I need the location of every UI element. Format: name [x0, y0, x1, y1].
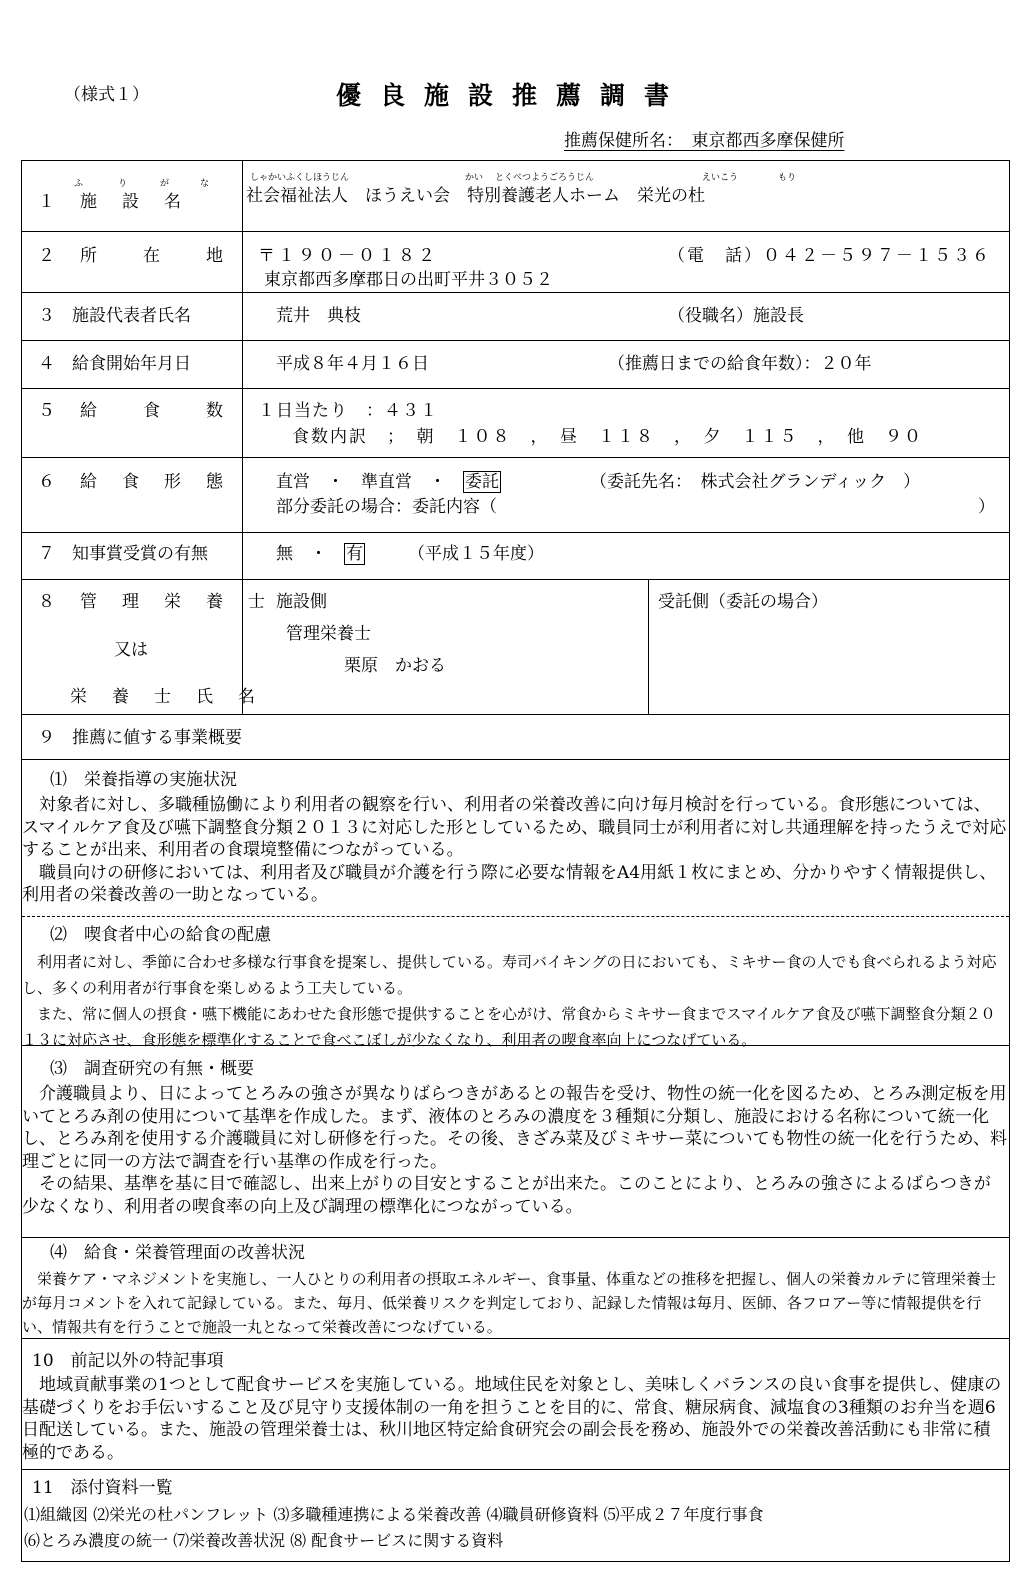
meal-start-date-value: 平成８年４月１６日 [276, 354, 429, 374]
attachments-line2: ⑹とろみ濃度の統一 ⑺栄養改善状況 ⑻ 配食サービスに関する資料 [24, 1531, 504, 1550]
row-divider [22, 340, 1009, 341]
business-summary-label: ９ 推薦に値する事業概要 [38, 728, 242, 748]
service-type-options [276, 471, 501, 493]
row8-column-divider [648, 579, 649, 714]
form-style-label: （様式１） [64, 85, 149, 105]
dietitian-label-line3: 栄 養 士 氏 名 [70, 687, 259, 707]
service-type-unselected: 直営 ・ 準直営 ・ [276, 472, 463, 492]
address-value: 東京都西多摩郡日の出町平井３０５２ [264, 270, 553, 290]
representative-name: 荒井 典枝 [276, 306, 361, 326]
governor-award-label: ７ 知事賞受賞の有無 [38, 544, 208, 564]
row-divider [22, 714, 1009, 715]
section-divider [22, 916, 1009, 917]
phone-number: （電 話）０４２－５９７－１５３６ [668, 246, 991, 266]
dietitian-label-line2: 又は [114, 640, 148, 660]
special-notes-label: 10 前記以外の特記事項 [32, 1351, 224, 1371]
row-divider [22, 231, 1009, 232]
award-yes-selected: 有 [346, 544, 363, 564]
meal-service-type-label: ６ 給 食 形 態 [38, 472, 227, 492]
facility-name-value: 社会福祉法人 ほうえい会 特別養護老人ホーム 栄光の杜 [246, 186, 705, 206]
meal-count-label: ５ 給 食 数 [38, 401, 227, 421]
representative-label: ３ 施設代表者氏名 [38, 306, 191, 326]
section4-body: 栄養ケア・マネジメントを実施し、一人ひとりの利用者の摂取エネルギー、食事量、体重などの推移を把握し、個人の栄養カルテに管理栄養士が毎月コメントを入れて記録している。また、毎月、低栄養リスクを判定しており、記録した情報は毎月、医師、各フロアー等に情報提供を行い、情報共有を行うことで施設一丸となって栄養改善につなげている。 [22, 1270, 996, 1336]
row-divider [22, 457, 1009, 458]
furigana-corporation: しゃかいふくしほうじん [250, 173, 350, 183]
meal-breakdown: 食数内訳 ； 朝 １０８ ， 昼 １１８ ， 夕 １１５ ， 他 ９０ [292, 427, 923, 447]
section3-title: ⑶ 調査研究の有無・概要 [50, 1059, 254, 1079]
furigana-nursing-home: とくべつようごろうじん [495, 173, 595, 183]
meal-service-years: （推薦日までの給食年数）：２０年 [608, 354, 872, 374]
section2-title: ⑵ 喫食者中心の給食の配慮 [50, 925, 271, 945]
dietitian-role: 管理栄養士 [286, 624, 371, 644]
label-column-divider [242, 161, 243, 714]
section1-body: 対象者に対し、多職種協働により利用者の観察を行い、利用者の栄養改善に向け毎月検討を行っている。食形態については、スマイルケア食及び嚥下調整食分類２０１３に対応した形としているため、職員同士が利用者に対し共通理解を持ったうえで対応することが出来、利用者の食環境整備につながっている。 職員向けの研修においては、利用者及び職員が介護を行う際に必要な情報をA4用紙１枚にまとめ、分かりやすく情報提供し、利用者の栄養改善の一助となっている。 [22, 795, 1007, 905]
row-divider [22, 579, 1009, 580]
furigana-fu: ふ [74, 179, 84, 189]
contractor-side-label: 受託側（委託の場合） [658, 592, 828, 612]
facility-side-label: 施設側 [276, 592, 327, 612]
facility-name-label: １ 施 設 名 [38, 192, 185, 212]
attachments-label: 11 添付資料一覧 [32, 1478, 173, 1498]
postal-code: 〒１９０－０１８２ [258, 246, 438, 266]
meals-per-day: １日当たり ：４３１ [258, 401, 438, 421]
recommendation-form [21, 160, 1010, 1562]
dietitian-name: 栗原 かおる [344, 656, 446, 676]
furigana-ga: が [160, 179, 170, 189]
section3-body: 介護職員より、日によってとろみの強さが異なりばらつきがあるとの報告を受け、物性の統一化を図るため、とろみ測定板を用いてとろみ剤の使用について基準を作成した。まず、液体のとろみの濃度を３種類に分類し、施設における名称について統一化し、とろみ剤を使用する介護職員に対し研修を行った。その後、きざみ菜及びミキサー菜についても物性の統一化を行うため、料理ごとに同一の方法で調査を行い基準の作成を行った。 その結果、基準を基に目で確認し、出来上がりの目安とすることが出来た。このことにより、とろみの強さによるばらつきが少なくなり、利用者の喫食率の向上及び調理の標準化につながっている。 [22, 1084, 1007, 1217]
partial-contract-label: 部分委託の場合：委託内容（ [276, 497, 497, 517]
representative-title: （役職名）施設長 [668, 306, 804, 326]
recommending-health-center: 推薦保健所名： 東京都西多摩保健所 [564, 131, 845, 151]
service-type-selected: 委託 [465, 472, 499, 492]
section2-body: 利用者に対し、季節に合わせ多様な行事食を提案し、提供している。寿司バイキングの日においても、ミキサー食の人でも食べられるよう対応し、多くの利用者が行事食を楽しめるよう工夫している。 また、常に個人の摂食・嚥下機能にあわせた食形態で提供することを心がけ、常食からミキサー食までスマイルケア食及び嚥下調整食分類２０１３に対応させ、食形態を標準化することで食べこぼしが少なくなり、利用者の喫食率向上につなげている。 [22, 953, 997, 1049]
furigana-ri: り [118, 179, 128, 189]
governor-award-options [276, 543, 365, 565]
contractor-name: （委託先名： 株式会社グランディック ） [590, 472, 921, 492]
furigana-mori: もり [778, 173, 797, 183]
meal-start-date-label: ４ 給食開始年月日 [38, 354, 191, 374]
row-divider [22, 1469, 1009, 1470]
section4-title: ⑷ 給食・栄養管理面の改善状況 [50, 1243, 305, 1263]
award-year: （平成１５年度） [408, 544, 544, 564]
location-label: ２ 所 在 地 [38, 246, 227, 266]
attachments-line1: ⑴組織図 ⑵栄光の杜パンフレット ⑶多職種連携による栄養改善 ⑷職員研修資料 ⑸平成２７年度行事食 [24, 1505, 764, 1524]
section1-title: ⑴ 栄養指導の実施状況 [50, 770, 237, 790]
row-divider [22, 388, 1009, 389]
row-divider [22, 759, 1009, 760]
special-notes-body: 地域貢献事業の1つとして配食サービスを実施している。地域住民を対象とし、美味しくバランスの良い食事を提供し、健康の基礎づくりをお手伝いすること及び見守り支援体制の一角を担うことを目的に、常食、糖尿病食、減塩食の3種類のお弁当を週6日配送している。また、施設の管理栄養士は、秋川地区特定給食研究会の副会長を務め、施設外での栄養改善活動にも非常に積極的である。 [22, 1375, 1002, 1463]
furigana-na: な [200, 179, 210, 189]
dietitian-label-line1: ８ 管 理 栄 養 士 [38, 592, 269, 612]
partial-contract-close: ） [978, 497, 995, 517]
furigana-kai: かい [465, 173, 484, 183]
award-no: 無 ・ [276, 544, 344, 564]
row-divider [22, 532, 1009, 533]
furigana-eikou: えいこう [702, 173, 739, 183]
row-divider [22, 292, 1009, 293]
section-divider [22, 1237, 1009, 1238]
page-title: 優良施設推薦調書 [336, 81, 689, 110]
